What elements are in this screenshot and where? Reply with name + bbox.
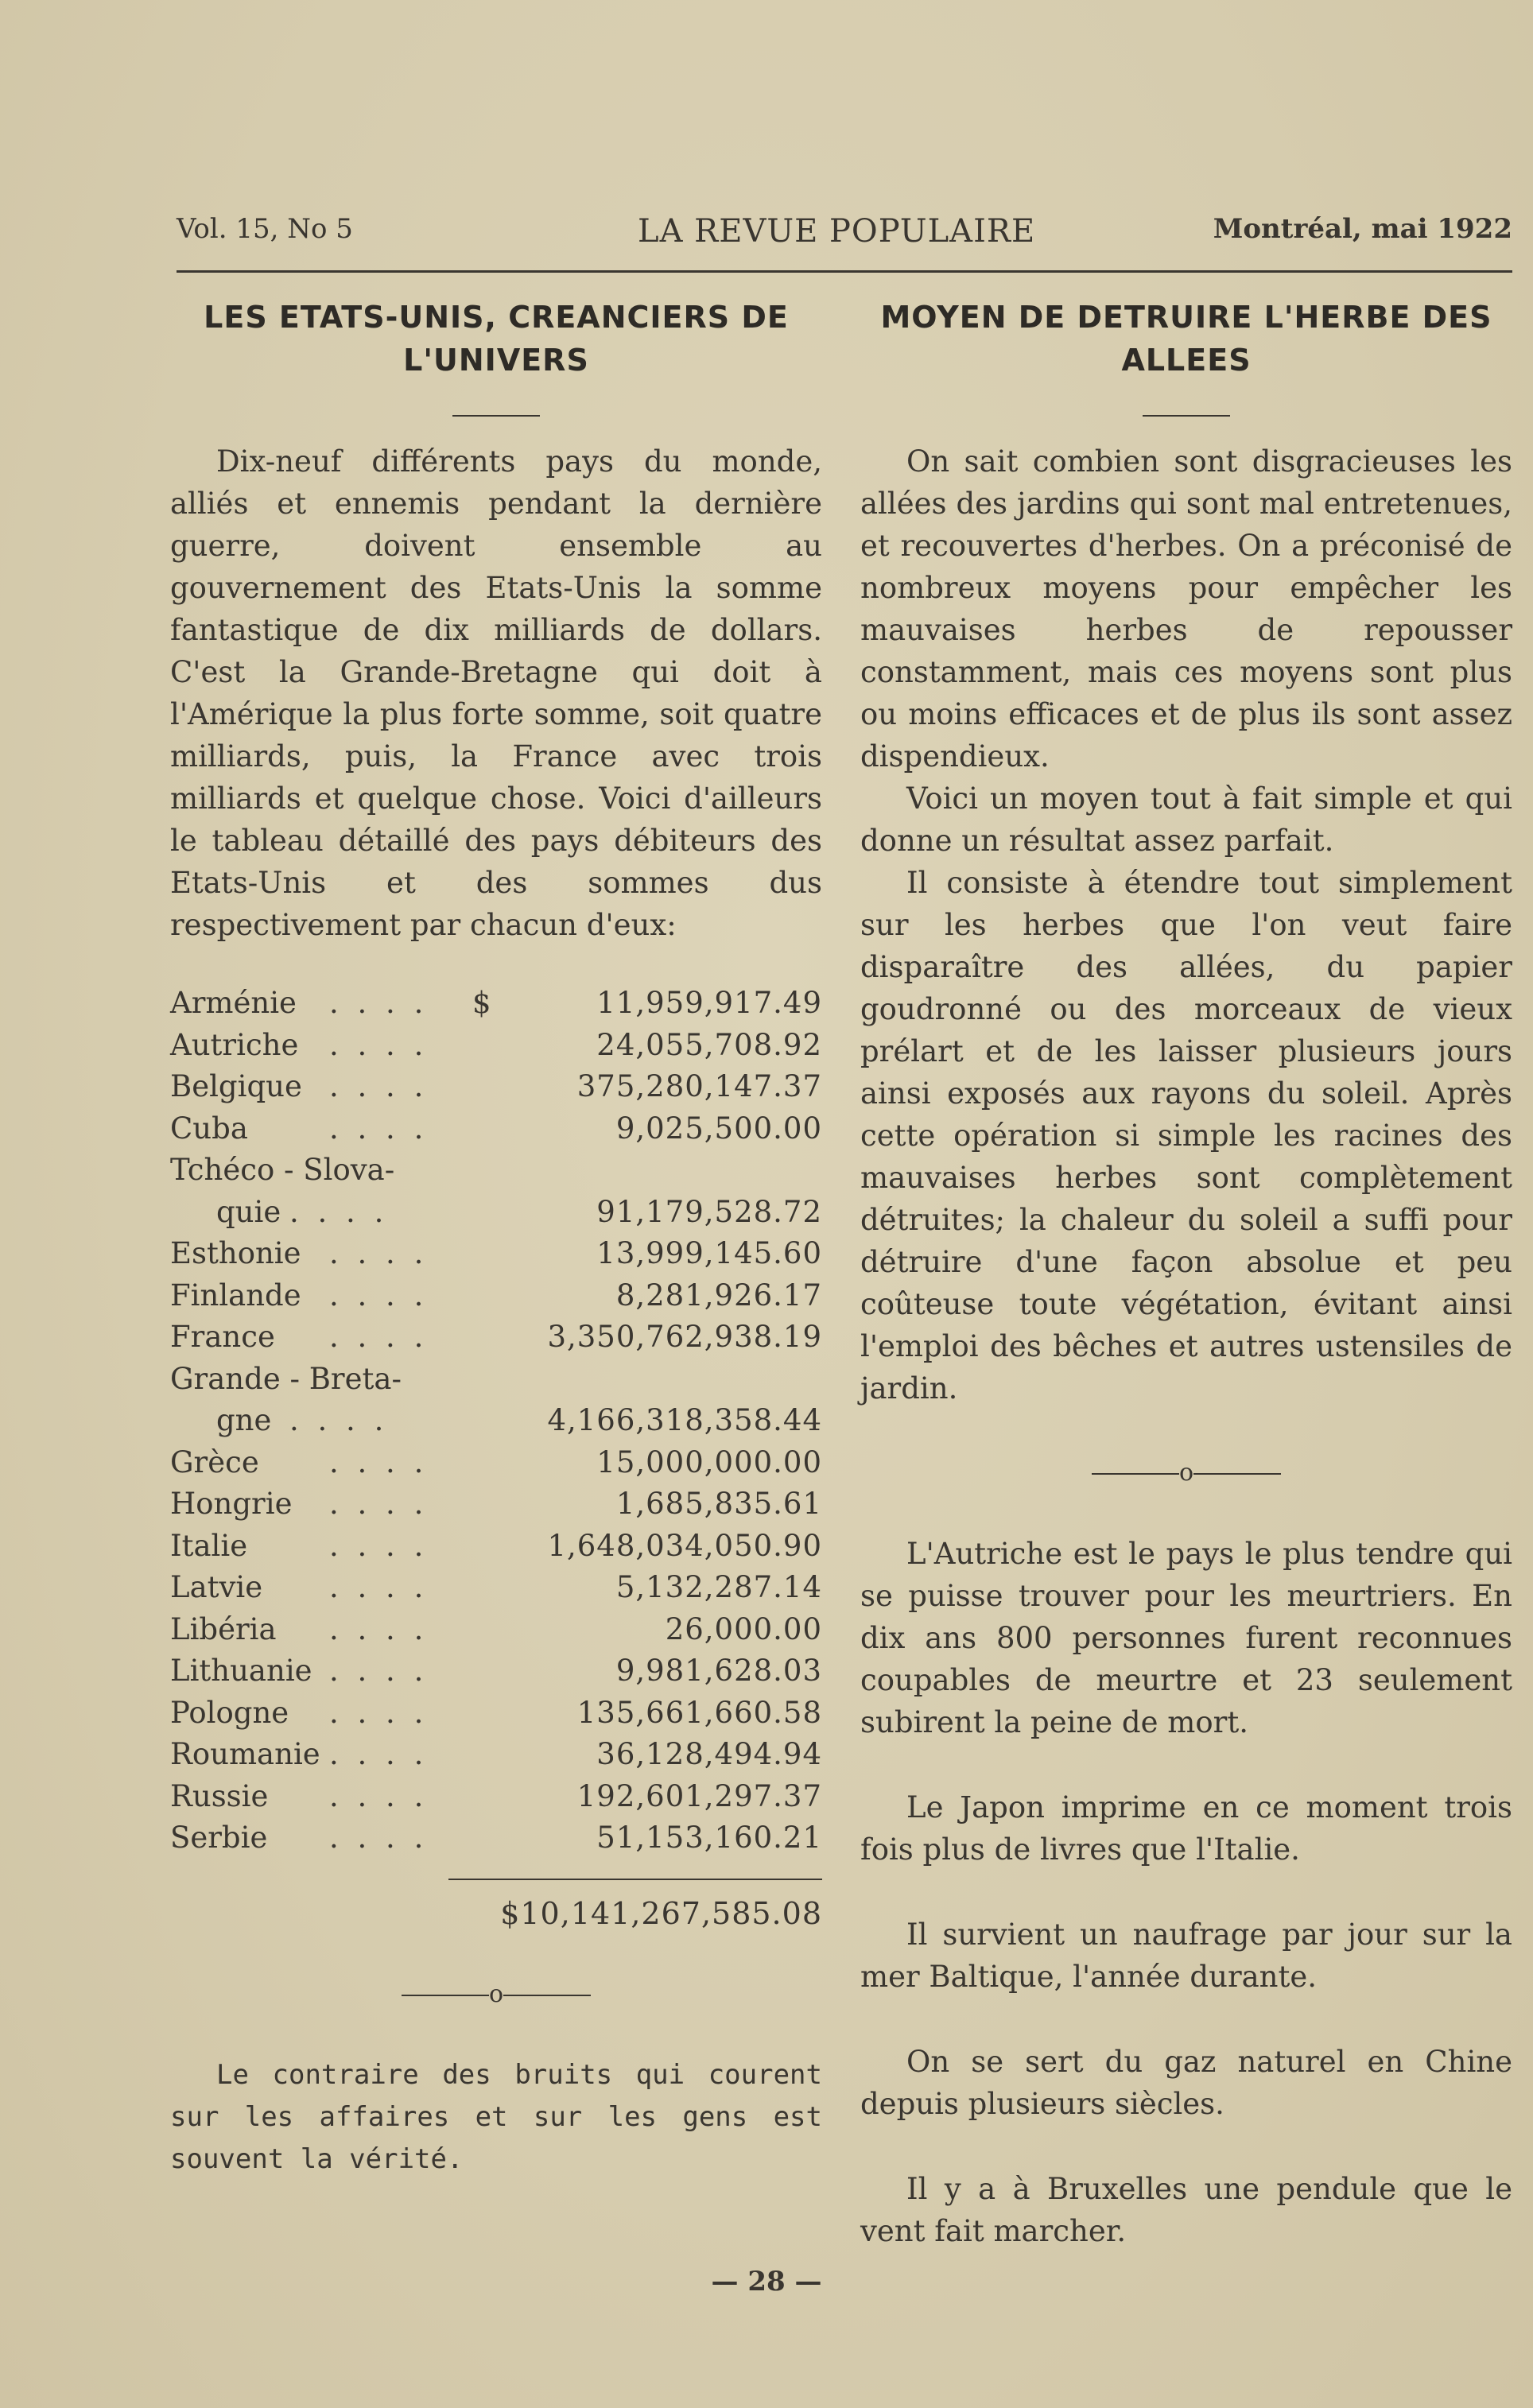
debt-country: quie (216, 1194, 281, 1229)
debt-amount: 8,281,926.17 (615, 1278, 822, 1313)
leader-dots: . . . . (329, 1737, 429, 1771)
debt-row (170, 1650, 822, 1693)
page-number: — 28 — (711, 2266, 822, 2297)
debt-amount: 11,959,917.49 (596, 986, 822, 1020)
debt-country: Esthonie (170, 1236, 301, 1270)
leader-dots: . . . . (329, 1236, 429, 1270)
debt-amount: 51,153,160.21 (596, 1821, 822, 1855)
debt-total: $10,141,267,585.08 (500, 1895, 822, 1931)
note-brussels: Il y a à Bruxelles une pendule que le vent fait marcher. (860, 2172, 1512, 2248)
debt-row (170, 1776, 822, 1818)
currency-symbol: $ (472, 986, 491, 1020)
debt-row (170, 1359, 822, 1401)
page-header (177, 213, 1512, 261)
section-separator: o (860, 1459, 1512, 1487)
debt-country: Tchéco - Slova- (170, 1153, 395, 1187)
debt-amount: 24,055,708.92 (596, 1027, 822, 1062)
debt-country: Roumanie (170, 1737, 320, 1771)
right-column (860, 296, 1512, 2252)
title-rule (1143, 415, 1230, 417)
leader-dots: . . . . (329, 1320, 429, 1354)
debt-row (170, 1526, 822, 1568)
note-baltic: Il survient un naufrage par jour sur la mer Baltique, l'année durante. (860, 1917, 1512, 1994)
leader-dots: . . . . (329, 1695, 429, 1730)
leader-dots: . . . . (329, 1027, 429, 1062)
weeds-paragraph-3: Il consiste à étendre tout simplement sur les herbes que l'on veut faire disparaître des allées, du papier goudronné ou des morceaux de vieux prélart et de les laisser plusieurs jours ainsi exposés aux rayons du soleil. Après cette opération si simple les racines des mauvaises herbes sont complètement détruites; la chaleur du soleil a suffi pour détruire d'une façon absolue et peu coûteuse toute végétation, évitant ainsi l'emploi des bêches et autres ustensiles de jardin. (860, 866, 1512, 1406)
volume-number: Vol. 15, No 5 (177, 213, 353, 245)
debt-country: Latvie (170, 1570, 263, 1604)
debt-amount: 15,000,000.00 (596, 1444, 822, 1479)
debt-row (170, 1025, 822, 1067)
article-intro: Dix-neuf différents pays du monde, alliés et ennemis pendant la dernière guerre, doivent ensemble au gouvernement des Etats-Unis la somme fantastique de dix milliards de dollars. C'est la Grande-Bretagne qui doit à l'Amérique la plus forte somme, soit quatre milliards, puis, la France avec trois milliards et quelque chose. Voici d'ailleurs le tableau détaillé des pays débiteurs des Etats-Unis et des sommes dus respectivement par chacun d'eux: (170, 444, 822, 942)
debt-row (170, 1066, 822, 1108)
debt-country: Serbie (170, 1821, 268, 1855)
debt-amount: 9,981,628.03 (615, 1654, 822, 1688)
leader-dots: . . . . (329, 1069, 429, 1103)
debt-row (170, 1233, 822, 1275)
debt-country: France (170, 1320, 275, 1354)
debt-row (170, 1567, 822, 1609)
debt-country: Hongrie (170, 1487, 293, 1521)
debt-amount: 36,128,494.94 (596, 1737, 822, 1771)
debt-country: Libéria (170, 1611, 277, 1646)
leader-dots: . . . . (289, 1194, 389, 1229)
debt-row (170, 1442, 822, 1484)
note-china: On se sert du gaz naturel en Chine depuis plusieurs siècles. (860, 2045, 1512, 2121)
closing-maxim: Le contraire des bruits qui courent sur les affaires et sur les gens est souvent la vérité. (170, 2058, 822, 2175)
leader-dots: . . . . (329, 1611, 429, 1646)
debt-row (170, 1108, 822, 1150)
debt-table (170, 983, 822, 1859)
debt-country: Autriche (170, 1027, 299, 1062)
debt-amount: 192,601,297.37 (576, 1778, 822, 1813)
debt-country: gne (216, 1403, 272, 1437)
debt-row (170, 1609, 822, 1651)
leader-dots: . . . . (329, 1654, 429, 1688)
debt-country: Pologne (170, 1695, 289, 1730)
title-rule (452, 415, 540, 417)
debt-country: Belgique (170, 1069, 302, 1103)
leader-dots: . . . . (329, 1278, 429, 1313)
debt-row (170, 1275, 822, 1317)
debt-country: Arménie (170, 986, 297, 1020)
debt-row (170, 1734, 822, 1776)
leader-dots: . . . . (329, 1778, 429, 1813)
weeds-paragraph-2: Voici un moyen tout à fait simple et qui donne un résultat assez parfait. (860, 781, 1512, 858)
leader-dots: . . . . (329, 1570, 429, 1604)
debt-row (170, 1400, 822, 1442)
weeds-paragraph-1: On sait combien sont disgracieuses les allées des jardins qui sont mal entretenues, et recouvertes d'herbes. On a préconisé de nombreux moyens pour empêcher les mauvaises herbes de repousser constamment, mais ces moyens sont plus ou moins efficaces et de plus ils sont assez dispendieux. (860, 444, 1512, 774)
article-title-weeds: MOYEN DE DETRUIRE L'HERBE DES ALLEES (880, 300, 1492, 378)
leader-dots: . . . . (329, 1111, 429, 1146)
debt-row (170, 1192, 822, 1234)
leader-dots: . . . . (329, 1821, 429, 1855)
debt-country: Grande - Breta- (170, 1361, 402, 1396)
header-rule (177, 270, 1512, 273)
debt-country: Grèce (170, 1444, 259, 1479)
debt-amount: 375,280,147.37 (576, 1069, 822, 1103)
debt-amount: 4,166,318,358.44 (547, 1403, 822, 1437)
note-japan: Le Japon imprime en ce moment trois fois plus de livres que l'Italie. (860, 1790, 1512, 1867)
leader-dots: . . . . (289, 1403, 389, 1437)
section-separator: o (170, 1980, 822, 2008)
debt-amount: 1,648,034,050.90 (547, 1528, 822, 1563)
debt-country: Finlande (170, 1278, 301, 1313)
leader-dots: . . . . (329, 1444, 429, 1479)
debt-amount: 26,000.00 (665, 1611, 822, 1646)
leader-dots: . . . . (329, 1528, 429, 1563)
debt-country: Lithuanie (170, 1654, 312, 1688)
debt-row (170, 1483, 822, 1526)
debt-amount: 135,661,660.58 (576, 1695, 822, 1730)
debt-amount: 91,179,528.72 (596, 1194, 822, 1229)
note-austria: L'Autriche est le pays le plus tendre qui se puisse trouver pour les meurtriers. En dix ans 800 personnes furent reconnues coupables de meurtre et 23 seulement subirent la peine de mort. (860, 1537, 1512, 1739)
debt-amount: 3,350,762,938.19 (547, 1320, 822, 1354)
publication-title: LA REVUE POPULAIRE (638, 213, 1036, 250)
leader-dots: . . . . (329, 986, 429, 1020)
debt-amount: 5,132,287.14 (615, 1570, 822, 1604)
debt-row (170, 1693, 822, 1735)
debt-amount: 1,685,835.61 (615, 1487, 822, 1521)
debt-country: Russie (170, 1778, 269, 1813)
issue-date: Montréal, mai 1922 (1213, 213, 1512, 245)
debt-amount: 13,999,145.60 (596, 1236, 822, 1270)
debt-row (170, 983, 822, 1025)
debt-country: Cuba (170, 1111, 248, 1146)
debt-amount: 9,025,500.00 (615, 1111, 822, 1146)
sum-rule (448, 1879, 822, 1880)
leader-dots: . . . . (329, 1487, 429, 1521)
debt-row (170, 1150, 822, 1192)
article-title-creditors: LES ETATS-UNIS, CREANCIERS DE L'UNIVERS (204, 300, 789, 378)
left-column (170, 296, 822, 2181)
debt-row (170, 1817, 822, 1859)
debt-country: Italie (170, 1528, 248, 1563)
debt-row (170, 1316, 822, 1359)
